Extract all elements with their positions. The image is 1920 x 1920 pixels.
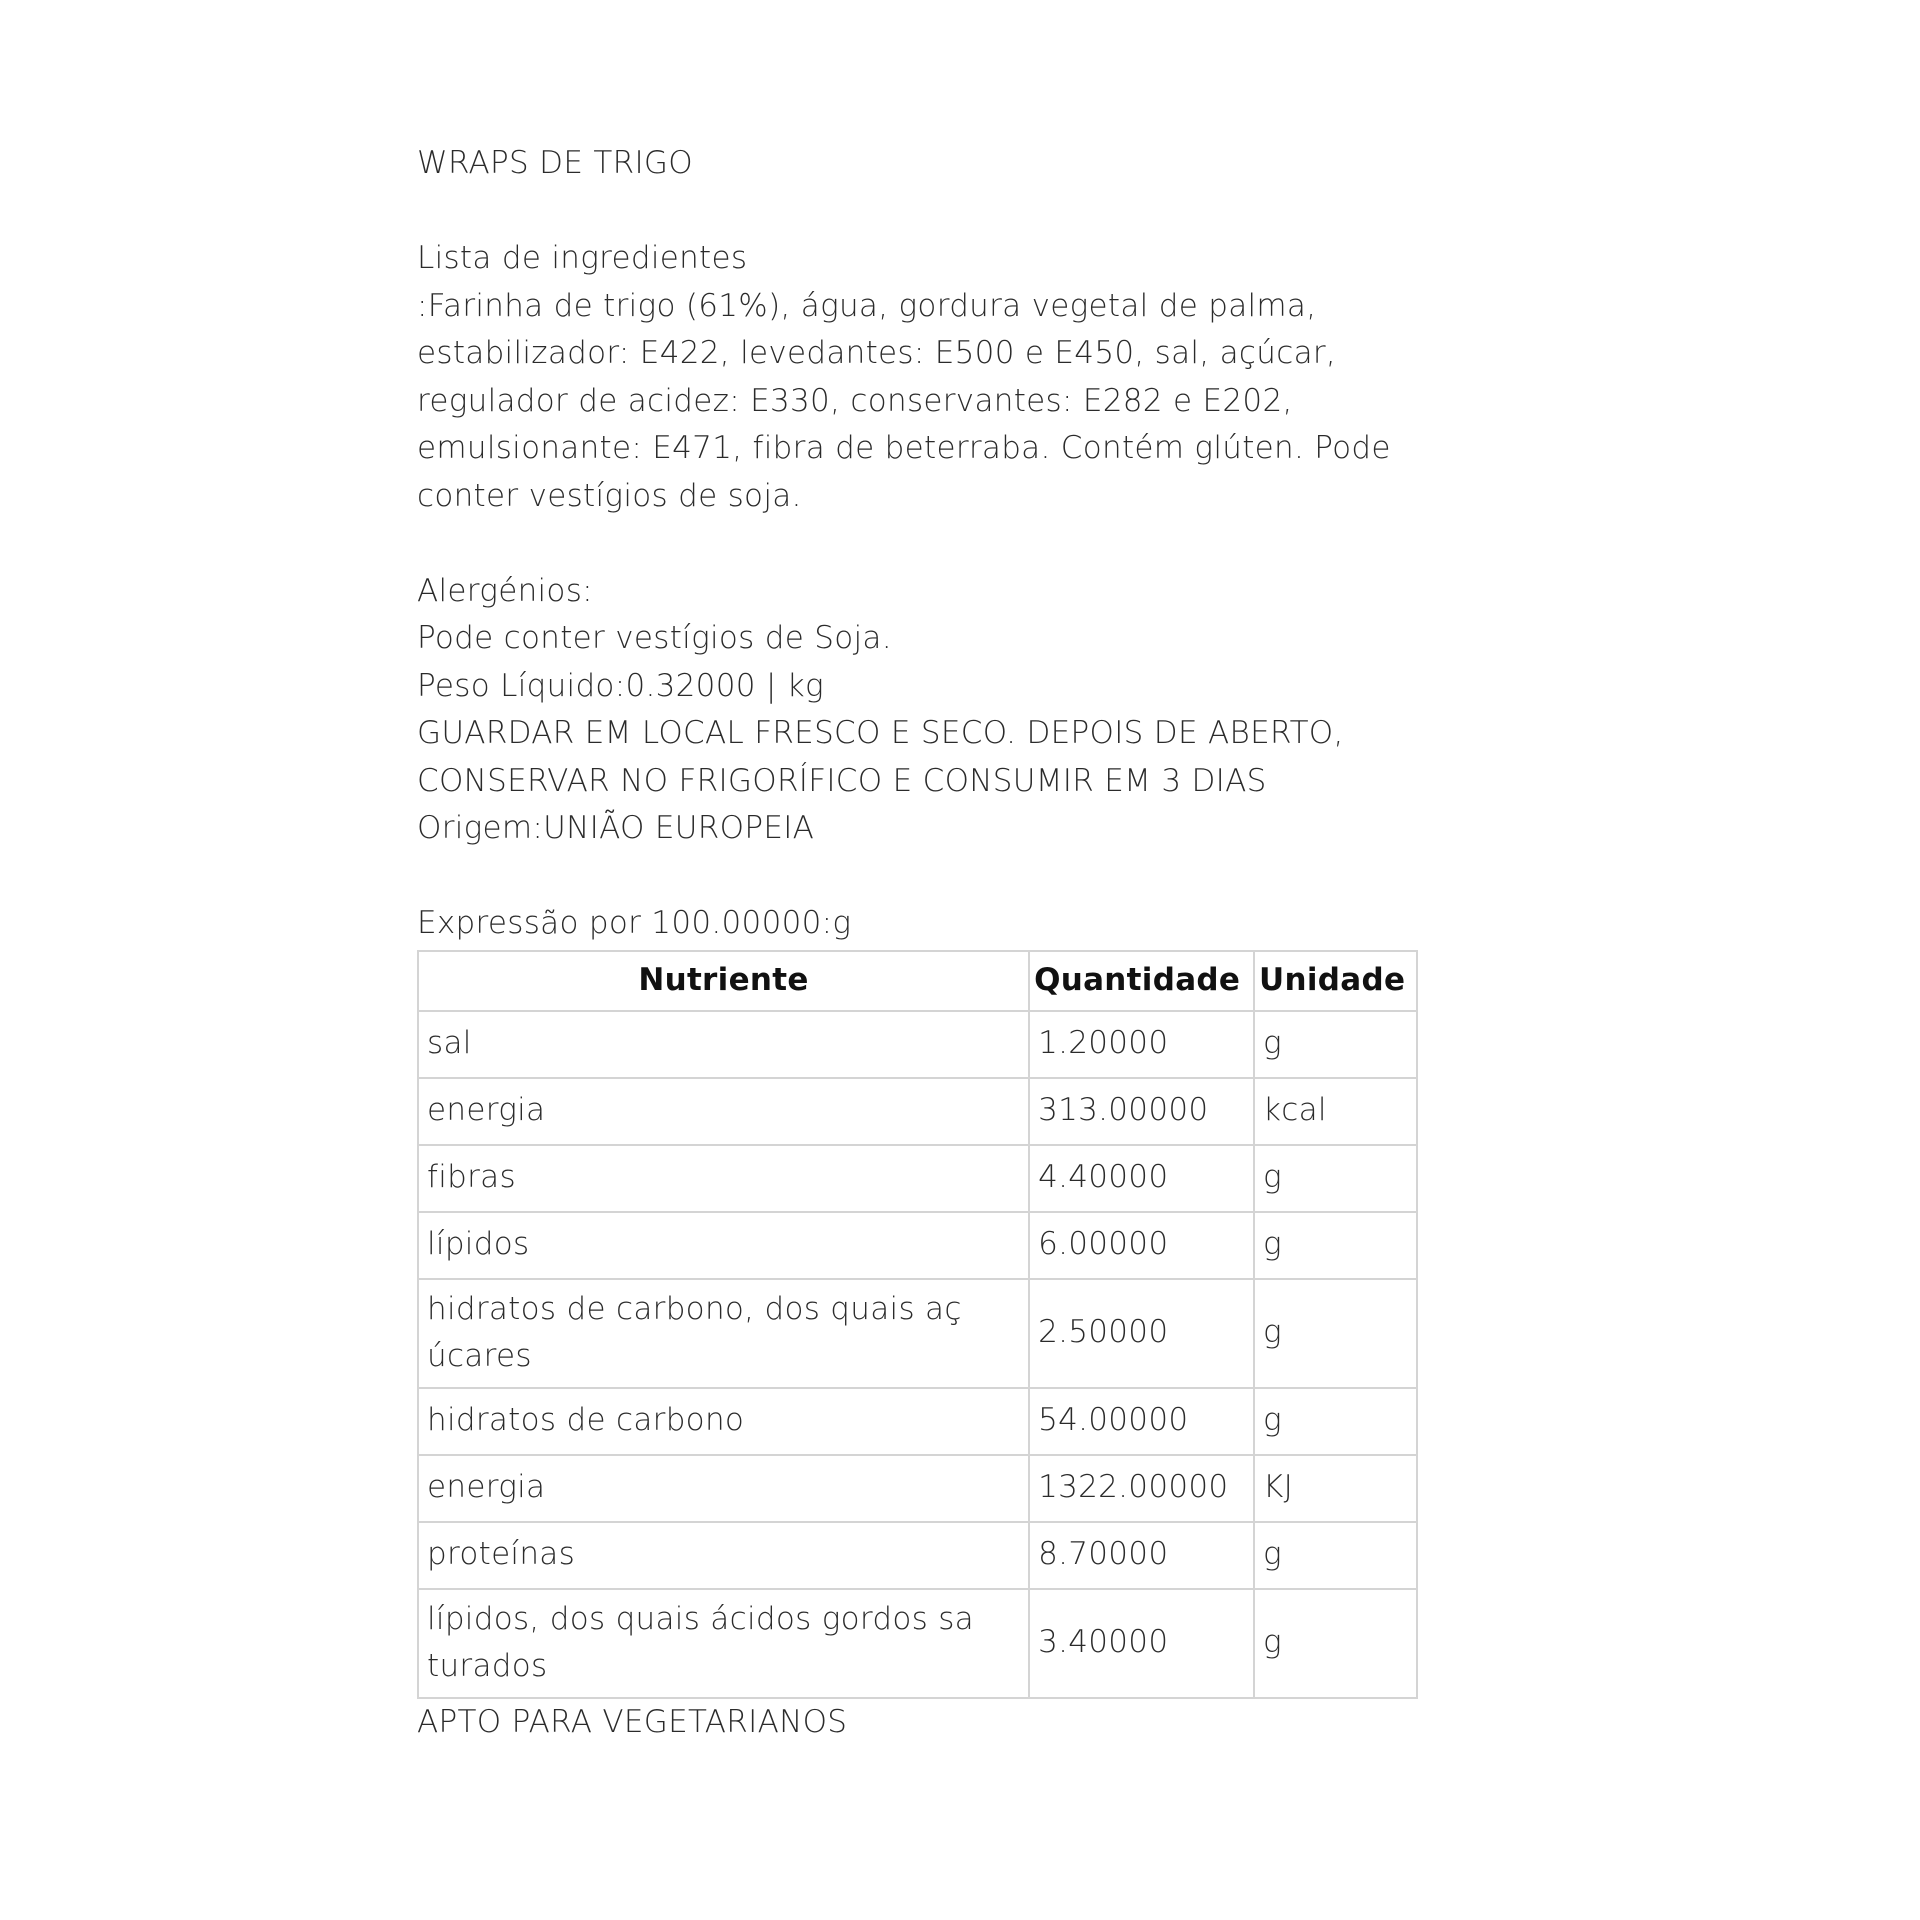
nutrition-table (417, 950, 1418, 1699)
unit-cell: kcal (1254, 1078, 1417, 1145)
net-weight: Peso Líquido:0.32000 | kg (417, 667, 824, 704)
header-unit: Unidade (1254, 951, 1417, 1011)
unit-cell: g (1254, 1279, 1417, 1388)
nutrient-cell: hidratos de carbono (418, 1388, 1029, 1455)
unit-cell: g (1254, 1145, 1417, 1212)
unit-cell: g (1254, 1011, 1417, 1078)
table-row (418, 1388, 1417, 1455)
unit-cell: g (1254, 1388, 1417, 1455)
table-row (418, 1078, 1417, 1145)
vegetarian-note: APTO PARA VEGETARIANOS (417, 1703, 848, 1740)
amount-cell: 2.50000 (1029, 1279, 1254, 1388)
storage-instructions: GUARDAR EM LOCAL FRESCO E SECO. DEPOIS DE ABERTO, CONSERVAR NO FRIGORÍFICO E CONSUMIR EM 3 DIAS (417, 715, 1344, 799)
nutrient-cell: energia (418, 1078, 1029, 1145)
table-row (418, 1212, 1417, 1279)
amount-cell: 6.00000 (1029, 1212, 1254, 1279)
ingredients-heading: Lista de ingredientes (417, 240, 748, 276)
unit-cell: g (1254, 1212, 1417, 1279)
nutrient-cell: energia (418, 1455, 1029, 1522)
table-row (418, 1145, 1417, 1212)
nutrient-cell: sal (418, 1011, 1029, 1078)
nutrient-cell: lípidos (418, 1212, 1029, 1279)
nutrition-expression: Expressão por 100.00000:g (417, 905, 852, 941)
table-row (418, 1589, 1417, 1698)
table-row (418, 1522, 1417, 1589)
product-document (417, 140, 1477, 1746)
amount-cell: 8.70000 (1029, 1522, 1254, 1589)
table-header-row (418, 951, 1417, 1011)
nutrient-cell: lípidos, dos quais ácidos gordos sa turados (418, 1589, 1029, 1698)
table-row (418, 1011, 1417, 1078)
header-quantity: Quantidade (1029, 951, 1254, 1011)
allergens-heading: Alergénios: (417, 572, 593, 609)
spacer (417, 188, 1477, 236)
table-row (418, 1279, 1417, 1388)
nutrient-cell: fibras (418, 1145, 1029, 1212)
product-title: WRAPS DE TRIGO (417, 145, 693, 181)
unit-cell: g (1254, 1589, 1417, 1698)
amount-cell: 1322.00000 (1029, 1455, 1254, 1522)
spacer (417, 520, 1477, 568)
amount-cell: 1.20000 (1029, 1011, 1254, 1078)
spacer (417, 853, 1477, 901)
nutrient-cell: proteínas (418, 1522, 1029, 1589)
amount-cell: 54.00000 (1029, 1388, 1254, 1455)
header-nutrient: Nutriente (418, 951, 1029, 1011)
unit-cell: g (1254, 1522, 1417, 1589)
unit-cell: KJ (1254, 1455, 1417, 1522)
origin: Origem:UNIÃO EUROPEIA (417, 810, 815, 846)
amount-cell: 4.40000 (1029, 1145, 1254, 1212)
allergens-text: Pode conter vestígios de Soja. (417, 620, 892, 656)
ingredients-text: :Farinha de trigo (61%), água, gordura vegetal de palma, estabilizador: E422, levedantes: E500 e E450, sal, açúcar, regulador de acidez: E330, conservantes: E282 e E202, emulsionante: E471, fibra de beterraba. Contém glúten. Pode conter vestígios de soja. (417, 287, 1391, 514)
nutrient-cell: hidratos de carbono, dos quais aç úcares (418, 1279, 1029, 1388)
table-row (418, 1455, 1417, 1522)
amount-cell: 313.00000 (1029, 1078, 1254, 1145)
amount-cell: 3.40000 (1029, 1589, 1254, 1698)
